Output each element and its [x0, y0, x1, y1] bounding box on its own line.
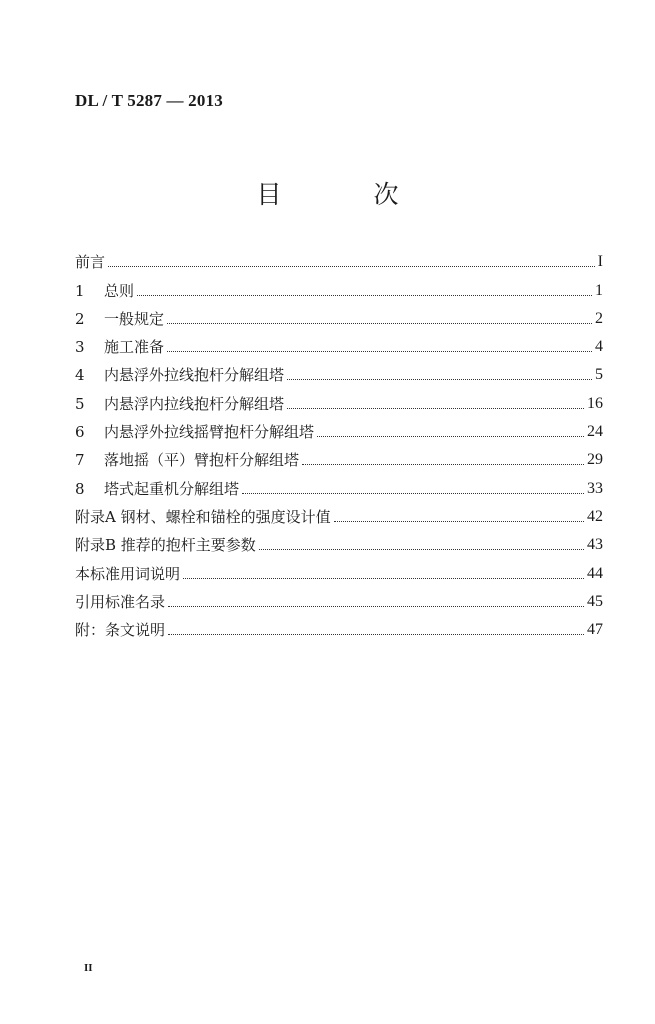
toc-entry[interactable]: [75, 244, 603, 272]
page-number: II: [84, 962, 93, 974]
toc-leader-dots: [334, 521, 584, 522]
toc-entry-number: 6: [75, 423, 85, 442]
toc-entry-page: 29: [587, 451, 603, 469]
toc-entry[interactable]: [75, 442, 603, 470]
toc-entry-text: 塔式起重机分解组塔: [104, 479, 240, 498]
toc-leader-dots: [259, 549, 584, 550]
toc-entry-page: 24: [587, 423, 603, 441]
toc-entry-number: 1: [75, 281, 85, 300]
toc-entry-label: [75, 450, 299, 470]
toc-entry-page: 16: [587, 394, 603, 412]
toc-entry-number: 7: [75, 451, 85, 470]
toc-entry-number: 3: [75, 338, 85, 357]
toc-entry-text: 附录B 推荐的抱杆主要参数: [75, 536, 256, 555]
toc-entry-label: [75, 309, 164, 329]
toc-entry-label: [75, 422, 314, 442]
toc-entry-number: 4: [75, 366, 85, 385]
table-of-contents: [75, 244, 603, 640]
toc-entry-number: 8: [75, 479, 85, 498]
toc-entry[interactable]: [75, 329, 603, 357]
toc-entry-label: [75, 365, 284, 385]
toc-entry[interactable]: [75, 385, 603, 413]
toc-entry-label: [75, 592, 165, 612]
toc-entry-number: 5: [75, 394, 85, 413]
toc-entry-label: [75, 564, 180, 584]
toc-leader-dots: [287, 379, 592, 380]
toc-entry[interactable]: [75, 584, 603, 612]
toc-entry-page: 42: [587, 507, 603, 525]
toc-entry-page: 45: [587, 592, 603, 610]
toc-entry-page: 47: [587, 621, 603, 639]
toc-leader-dots: [168, 606, 584, 607]
toc-entry-text: 施工准备: [104, 338, 165, 357]
document-code: DL / T 5287 — 2013: [75, 91, 223, 110]
toc-entry[interactable]: [75, 527, 603, 555]
toc-entry[interactable]: [75, 357, 603, 385]
toc-entry-page: I: [597, 253, 603, 271]
toc-entry-label: [75, 252, 105, 272]
toc-entry-text: 内悬浮外拉线摇臂抱杆分解组塔: [104, 423, 315, 442]
toc-title: 目 次: [256, 180, 441, 209]
toc-leader-dots: [287, 408, 584, 409]
toc-entry-text: 前言: [75, 253, 106, 272]
toc-entry[interactable]: [75, 555, 603, 583]
toc-entry-label: [75, 535, 256, 555]
toc-entry-label: [75, 479, 239, 499]
toc-entry[interactable]: [75, 612, 603, 640]
toc-entry-text: 附录A 钢材、螺栓和锚栓的强度设计值: [75, 507, 331, 526]
toc-entry-text: 内悬浮外拉线抱杆分解组塔: [104, 366, 285, 385]
toc-entry-page: 1: [595, 281, 603, 299]
toc-leader-dots: [108, 266, 595, 267]
toc-leader-dots: [168, 634, 584, 635]
toc-leader-dots: [183, 578, 584, 579]
toc-entry-label: [75, 394, 284, 414]
toc-entry-text: 引用标准名录: [75, 592, 166, 611]
toc-entry-page: 44: [587, 564, 603, 582]
toc-entry-label: [75, 337, 164, 357]
toc-entry-label: [75, 620, 165, 640]
toc-entry-label: [75, 507, 331, 527]
toc-leader-dots: [242, 493, 584, 494]
toc-entry-text: 总则: [104, 281, 135, 300]
toc-entry-page: 2: [595, 309, 603, 327]
toc-entry[interactable]: [75, 499, 603, 527]
toc-leader-dots: [137, 295, 592, 296]
toc-leader-dots: [167, 351, 592, 352]
toc-entry[interactable]: [75, 301, 603, 329]
toc-entry-page: 4: [595, 338, 603, 356]
toc-entry-page: 33: [587, 479, 603, 497]
toc-entry-page: 5: [595, 366, 603, 384]
toc-entry-text: 一般规定: [104, 309, 165, 328]
toc-entry-page: 43: [587, 536, 603, 554]
toc-entry-number: 2: [75, 309, 85, 328]
toc-entry-label: [75, 281, 134, 301]
toc-entry[interactable]: [75, 272, 603, 300]
toc-leader-dots: [167, 323, 592, 324]
toc-leader-dots: [317, 436, 584, 437]
toc-entry-text: 落地摇（平）臂抱杆分解组塔: [104, 451, 300, 470]
toc-leader-dots: [302, 464, 584, 465]
toc-entry[interactable]: [75, 414, 603, 442]
toc-entry[interactable]: [75, 470, 603, 498]
toc-entry-text: 内悬浮内拉线抱杆分解组塔: [104, 394, 285, 413]
toc-entry-text: 本标准用词说明: [75, 564, 181, 583]
toc-entry-text: 附：条文说明: [75, 621, 166, 640]
